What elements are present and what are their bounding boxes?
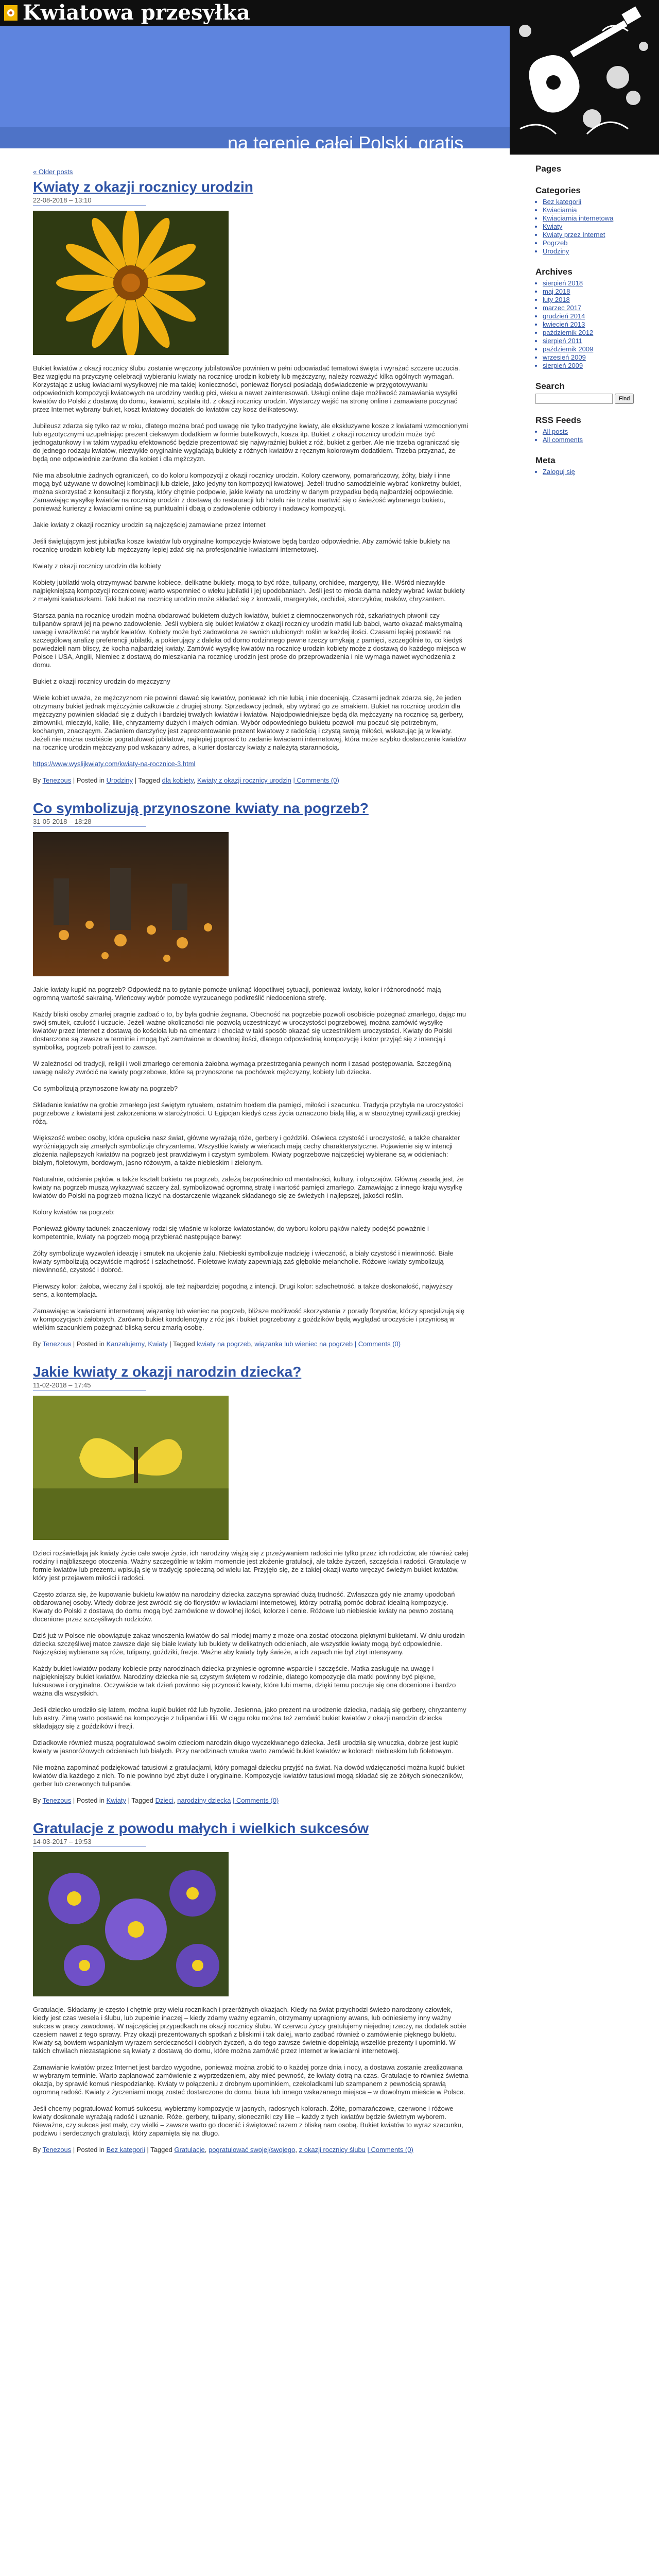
- archive-item: [543, 304, 649, 312]
- post-category-link[interactable]: Kanzalujemy: [106, 1340, 145, 1348]
- post-meta: By Tenezous | Posted in Kanzalujemy, Kwiaty | Tagged kwiaty na pogrzeb, wiązanka lub wieniec na pogrzeb | Comments (0): [33, 1340, 401, 1348]
- post-date: 11-02-2018 – 17:45: [33, 1381, 146, 1391]
- rss-item: [543, 428, 649, 436]
- post-paragraph: Dziś już w Polsce nie obowiązuje zakaz wnoszenia kwiatów do sal miodej mamy z może ona zostać otoczona pięknymi bukietami. W dniu urodzin dziecka szczęśliwej matce zawsze daje się białe kwiaty lub bukiety w delikatnych odcieniach, ale wszystkie kwiaty mogą być odpowiednie. Najczęściej wybierane są róże, tulipany, goździki, frezje. Ważne aby kwiaty były świeże, a ich zapach nie był zbyt intensywny.: [33, 1632, 465, 1656]
- archive-item: [543, 353, 649, 362]
- post-comments-link[interactable]: | Comments (0): [354, 1340, 401, 1348]
- meta-tagged-label: | Tagged: [134, 776, 160, 784]
- category-item: [543, 247, 649, 256]
- post-paragraph: Jeśli chcemy pogratulować komuś sukcesu, wybierzmy kompozycje w jasnych, radosnych kolorach. Żółte, pomarańczowe, czerwone i różowe kwiaty doskonale wyrażają radość i uznanie. Róże, gerbery, tulipany, słoneczniki czy lilie – każdy z tych kwiatów będzie świetnym wyborem. Nieważne, czy sukces jest mały, czy wielki – zawsze warto go docenić i świętować razem z bliską nam osobą. Bukiet kwiatów to wyraz szacunku, podziwu i serdecznych gratulacji, który zapamięta się na długo.: [33, 2105, 463, 2137]
- archive-link[interactable]: październik 2009: [543, 345, 594, 353]
- archive-link[interactable]: marzec 2017: [543, 304, 582, 312]
- post-paragraph: Ponieważ główny tadunek znaczeniowy rodzi się właśnie w kolorze kwiatostanów, do wyboru koloru pąków należy podejść poważnie i kompetentnie, kwiaty na pogrzeb mogą przybierać następujące barwy:: [33, 1225, 429, 1241]
- archive-link[interactable]: sierpień 2018: [543, 279, 583, 287]
- post-tag-link[interactable]: Gratulacje: [174, 2146, 205, 2154]
- meta-item: [543, 468, 649, 476]
- search-button[interactable]: Find: [615, 394, 634, 404]
- login-link[interactable]: Zaloguj się: [543, 468, 575, 476]
- butterfly-photo-icon: [33, 1396, 229, 1540]
- post-paragraph: Większość wobec osoby, która opuściła nasz świat, główne wyrażają róże, gerbery i goździki. Oświeca czystość i uroczystość, a także charakter wyróżniających się zmarłych symbolizuje chryzantema. Wszystkie kwiaty w wieńcach mają cechy charakterystyczne. Pojawienie się w intencji złożenia najlepszych kwiatów na pogrzeb jest prawdziwym i czystym symbolem. Kwiaty pogrzebowe najczęściej wybierane są w odcieniach: białym, fioletowym, bordowym, jasno różowym, a także niebieskim i zielonym.: [33, 1134, 460, 1166]
- meta-tagged-label: | Tagged: [147, 2146, 172, 2154]
- post-paragraph: Bukiet z okazji rocznicy urodzin do mężczyzny: [33, 677, 170, 685]
- category-item: [543, 223, 649, 231]
- archive-item: [543, 296, 649, 304]
- pages-widget: [535, 164, 649, 174]
- categories-list: [535, 198, 649, 256]
- search-form: [535, 394, 649, 404]
- post: [33, 1364, 469, 1805]
- main-content: [33, 155, 469, 2170]
- yellow-flower-photo-icon: [33, 211, 229, 355]
- archive-link[interactable]: październik 2012: [543, 329, 594, 336]
- post-paragraph: Starsza pania na rocznicę urodzin można obdarować bukietem dużych kwiatów, bukiet z ciemnoczerwonych róż, szkarłatnych piwonii czy tulipanów sprawi jej na pewno zadowolenie. Jeśli wybiera się bukiet kwiatów z okazji rocznicy urodzin matki lub babci, warto okazać maksymalną uwagę i wrażliwość na wybór kwiatów. Kobiety może być zadowolona ze swoich ulubionych roślin w każdej ilości. Czasami lepiej postawić na szczegółową analizę preferencji jubilatki, a pokierujący z daleka od dorno rodzinnego pewne rzeczy umykają z pamięci, szczególnie to, co kiedyś powiedzieli nam bliscy, że kocha najbardziej kwiaty. Zamówić wysyłkę kwiatów na rocznicę urodzin kobiety może z dostawą do każdego miejsca w Polsce i USA, Anglii, Niemiec z dostawą do mieszkania na rocznicę urodzin jest prośe do przeprowadzenia i nie wymaga nawet wychodzenia z domu.: [33, 612, 466, 669]
- meta-by-label: By: [33, 1797, 41, 1804]
- blog-tagline: na terenie całej Polski, gratis: [228, 132, 464, 154]
- search-widget: [535, 381, 649, 404]
- category-link[interactable]: Kwiaciarnia internetowa: [543, 214, 614, 222]
- archive-item: [543, 362, 649, 370]
- pansies-photo-icon: [33, 1852, 229, 1996]
- post-date: 31-05-2018 – 18:28: [33, 818, 146, 827]
- post-paragraph: W zależności od tradycji, religii i woli zmarłego ceremonia żałobna wymaga przestrzegania pewnych norm i zasad postępowania. Szczególną uwagę należy zwrócić na kwiaty pogrzebowe, które są przynoszone na pochówek mężczyzny, kobiety lub dziecka.: [33, 1060, 452, 1076]
- older-posts-link[interactable]: « Older posts: [33, 168, 73, 176]
- post-paragraph: Dziadkowie również muszą pogratulować swoim dzieciom narodzin długo wyczekiwanego dziecka. Jeśli urodziła się wnuczka, dobrze jest kupić kwiaty w jasnoróżowych odcieniach lub białych. Przy narodzinach wnuka warto zamówić bukiet kwiatów w kolorach niebieskim lub fioletowym.: [33, 1739, 458, 1755]
- category-link[interactable]: Urodziny: [543, 247, 569, 255]
- post-paragraph: Wiele kobiet uważa, że mężczyznom nie powinni dawać się kwiatów, ponieważ ich nie lubią i nie doceniają. Czasami jednak zdarza się, że jeden otrzymany bukiet jednak mężczyźnie całkowicie z drugiej strony. Sprzedawcy jednak, aby wybrać go ze smakiem. Bukiet na rocznicę urodzin dla mężczyzny powinien składać się z dużych i bardziej trwałych kwiatów i kwiatów. Najodpowiedniejsze będą dla mężczyzny na rocznicę są gerbery, zimowniki, mieczyki, kalie, lilie, chryzantemy dużych i małych odmian. Wybór odpowiedniego bukietu pozwoli mu poczuć się potrzebnym, kochanym, znaczącym. Zadaniem darczyńcy jest zaprezentowanie prezent kwiatowy z radością i czystą swoją miłości, wskazując ją w kwiaty. Jeżeli nie można osobiście pogratulować jubilatowi, najlepiej poprosić to zadanie kwiaciarni internetowej, która może szybko dostarczenie kwiatów na rocznicę urodzin mężczyzny pod wskazany adres, a kurier dostarczy kwiaty z należytą starannością.: [33, 694, 466, 751]
- category-link[interactable]: Kwiaty przez Internet: [543, 231, 605, 239]
- categories-heading: Categories: [535, 185, 581, 195]
- post: [33, 179, 469, 785]
- archives-heading: Archives: [535, 267, 573, 277]
- post-title-link[interactable]: Gratulacje z powodu małych i wielkich sukcesów: [33, 1820, 369, 1836]
- post-author-link[interactable]: Tenezous: [42, 1340, 72, 1348]
- post-author-link[interactable]: Tenezous: [42, 2146, 72, 2154]
- category-item: [543, 198, 649, 206]
- post-category-link[interactable]: Kwiaty: [106, 1797, 126, 1804]
- post-paragraph: Zamawiając w kwiaciarni internetowej wiązankę lub wieniec na pogrzeb, bliższe możliwość skorzystania z porady florystów, którzy specjalizują się w kompozycjach żałobnych. Zarówno bukiet kondolencyjny z róż jak i bukiet pogrzebowy z goździków będą wyglądać uroczyście i przyniosą w wielkim szacunkiem pożegnać bliską sercu zmarłą osobę.: [33, 1307, 465, 1331]
- rss-widget: [535, 415, 649, 444]
- post-title: [33, 1820, 469, 1837]
- post-paragraph: Co symbolizują przynoszone kwiaty na pogrzeb?: [33, 1084, 178, 1092]
- archives-widget: [535, 267, 649, 370]
- meta-posted-in-label: | Posted in: [73, 776, 105, 784]
- archives-list: [535, 279, 649, 370]
- post-paragraph: Jubileusz zdarza się tylko raz w roku, dlatego można brać pod uwagę nie tylko tradycyjne kwiaty, ale ekskluzywne kosze z kwiatami wzmocnionymi lub egzotycznymi uzupełniając prezent ciekawym dodatkiem w formie butelkowych, kosza itp. Bukiet z okazji rocznicy urodzin może być jednogatunkowy i w takim wypadku efektowność będzie prezentować się najwyraźniej bukiet z róż, bukiet z gerber. Ale nie trzeba ograniczać się do jednego rodzaju kwiatów, niezwykle oryginalnie wyglądają bukiety z różnych kwiatów z ręcznym kolorowym dodatkiem. Trzeba przyznać, że będą one odpowiednie zarówno dla kobiet i dla mężczyzn.: [33, 422, 469, 463]
- post-paragraph: Kwiaty z okazji rocznicy urodzin dla kobiety: [33, 562, 161, 570]
- candles-cemetery-photo-icon: [33, 832, 229, 976]
- meta-tagged-label: | Tagged: [128, 1797, 153, 1804]
- category-link[interactable]: Pogrzeb: [543, 239, 568, 247]
- post-paragraph: Kobiety jubilatki wolą otrzymywać barwne kobiece, delikatne bukiety, mogą to być róże, tulipany, orchidee, margeryty, lilie. Wśród niezwykle najpiękniejszą kompozycji rocznicowej warto wspomnieć o wieku jubilatki i jej upodobaniach. Jeśli jest to młoda dama należy wybrać kwiat bukiety z małymi kwiatuszkami. Taki bukiet na rocznicę urodzin może składać się z konwalii, margerytek, orchidei, storczyków, maków, chryzantem.: [33, 579, 465, 603]
- post-meta: By Tenezous | Posted in Kwiaty | Tagged Dzieci, narodziny dziecka | Comments (0): [33, 1797, 279, 1804]
- post-title-link[interactable]: Co symbolizują przynoszone kwiaty na pogrzeb?: [33, 800, 369, 816]
- post-paragraph: Pierwszy kolor: żałoba, wieczny żal i spokój, ale też najbardziej pogodną z intencji. Drugi kolor: szlachetność, a także doskonałość, najwyższy sens, a kontemplacja.: [33, 1282, 453, 1298]
- meta-by-label: By: [33, 2146, 41, 2154]
- meta-posted-in-label: | Posted in: [73, 1340, 105, 1348]
- archive-item: [543, 329, 649, 337]
- post-comments-link[interactable]: | Comments (0): [367, 2146, 413, 2154]
- search-input[interactable]: [535, 394, 613, 404]
- post-paragraph: Bukiet kwiatów z okazji rocznicy ślubu zostanie wręczony jubilatowi/ce powinien w pełni odpowiadać tematowi święta i wyrażać szczere uczucia. Bez względu na przyczynę celebracji wybieraniu kwiaty na rocznicę urodzin kobiety lub mężczyzny, należy rozważyć kilka ogólnych wymagań. Korzystając z usług kwiaciarni wysyłkowej nie ma takiej konieczności, ponieważ florysci posiadają doświadczenie w przygotowywaniu odpowiednich kompozycji kwiatowych na urodziny według płci, wieku a nawet zainteresowań. Usługi online daje możliwość zamawiania wysyłki kwiatów do Polski z dostawą do domu, kawiarni, szpitala itd. z okazji rocznicy urodzin. Wystarczy wejść na stronę online i zamawiane poczynać przez Internet wybrany bukiet, koszt kwiatowy dodatek do kwiatów czy kosz delikatesowy.: [33, 364, 460, 413]
- post-paragraph: Dzieci rozświetlają jak kwiaty życie całe swoje życie, ich narodziny wiążą się z przeżywaniem radości nie tylko przez ich rodziców, ale również całej rodziny i najbliższego otoczenia. Ważny szczególnie w takim momencie jest złożenie gratulacji, ale także życzeń, szczęścia i radości. Gratulacje w formie kwiatów lub prezentu wpisują się w tradycję społeczną od wielu lat. Przyjęło się, że z takiej okazji warto wręczyć świeżym bukiet kwiatów, który jest przejawem miłości i radości.: [33, 1549, 469, 1582]
- post-paragraph: Często zdarza się, że kupowanie bukietu kwiatów na narodziny dziecka zaczyna sprawiać dużą trudność. Zwłaszcza gdy nie znamy upodobań obdarowanej osoby. Wtedy dobrze jest zwrócić się do florystów w kwiaciarni internetowej, którzy potrafią pomóc dobrać idealną kompozycję. Kwiaty do Polski z dostawą do domu mogą być zamówione w dowolnej ilości, kolorze i cenie. Różowe lub niebieskie kwiaty na pewno zostaną docenione przez szczęśliwych rodziców.: [33, 1590, 455, 1623]
- category-link[interactable]: Bez kategorii: [543, 198, 582, 206]
- post-source-paragraph: [33, 760, 469, 768]
- archive-item: [543, 312, 649, 320]
- pages-heading: Pages: [535, 164, 562, 174]
- category-link[interactable]: Kwiaciarnia: [543, 206, 577, 214]
- post-tag-link[interactable]: kwiaty na pogrzeb: [197, 1340, 251, 1348]
- meta-heading: Meta: [535, 455, 556, 465]
- post-paragraph: Jeśli dziecko urodziło się latem, można kupić bukiet róż lub hyzolie. Jesienna, jako prezent na urodzenie dziecka, nadają się gerbery, chryzantemy lub astry. Zimą warto postawić na kompozycje z tulipanów i lilii. W ciągu roku można też zamówić bukiet kwiatów z okazji narodzin dziecka składający się z goździków i frezji.: [33, 1706, 466, 1730]
- post-title: [33, 179, 469, 195]
- post-meta: By Tenezous | Posted in Urodziny | Tagged dla kobiety, Kwiaty z okazji rocznicy urodzin | Comments (0): [33, 776, 339, 784]
- post-paragraph: Jakie kwiaty kupić na pogrzeb? Odpowiedź na to pytanie pomoże uniknąć kłopotliwej sytuacji, ponieważ kwiaty, kolor i różnorodność mają ogromną wartość sakralną. Wieńcowy wybór pomoże wyrzucanego podkreślić niedoceniona strefę.: [33, 986, 441, 1002]
- rss-posts-link[interactable]: All posts: [543, 428, 568, 435]
- meta-tagged-label: | Tagged: [169, 1340, 195, 1348]
- category-item: [543, 231, 649, 239]
- blog-title-text[interactable]: Kwiatowa przesyłka: [23, 1, 250, 25]
- post-date: 14-03-2017 – 19:53: [33, 1838, 146, 1847]
- category-item: [543, 206, 649, 214]
- archive-item: [543, 337, 649, 345]
- post-paragraph: Każdy bliski osoby zmarłej pragnie zadbać o to, by była godnie żegnana. Obecność na pogrzebie pozwoli osobiście pożegnać zmarłego, dając mu swój smutek, czułość i uczucie. Jeżeli ważne okoliczności nie pozwolą uczestniczyć w uroczystości pogrzebowej, można zamówić wysyłkę kwiatów przez Internet z dostawą do kościoła lub na cmentarz i chociaż w taki sposób okazać się uczestnikiem uroczystości. Kwiaty do Polski dostarczone są zawsze w terminie i mogą być zamówione w dowolnej ilości, dlatego odpowiednią kompozycję i kolor przyjąć się z intencją i symboliką, pogrzeb potrafi jest to zawsze.: [33, 1010, 466, 1051]
- post-category-link[interactable]: Kwiaty: [148, 1340, 168, 1348]
- meta-by-label: By: [33, 776, 41, 784]
- archive-link[interactable]: luty 2018: [543, 296, 570, 303]
- category-item: [543, 239, 649, 247]
- post-paragraph: Nie można zapominać podziękować tatusiowi z gratulacjami, który pomagał dziecku przyjść na świat. Na dowód wdzięczności można kupić bukiet kwiatów dla każdego z nich. To nie powinno być zbyt duże i oryginalne. Kompozycje kwiatów tatusiowi mogą składać się ze żółtych słoneczników, gerber lub czerwonych tulipanów.: [33, 1764, 465, 1788]
- post-paragraph: Kolory kwiatów na pogrzeb:: [33, 1208, 115, 1216]
- category-item: [543, 214, 649, 223]
- meta-posted-in-label: | Posted in: [73, 2146, 105, 2154]
- site-header: [0, 0, 659, 155]
- archive-item: [543, 345, 649, 353]
- category-link[interactable]: Kwiaty: [543, 223, 563, 230]
- post: [33, 800, 469, 1348]
- post-tag-link[interactable]: Kwiaty z okazji rocznicy urodzin: [197, 776, 291, 784]
- archive-link[interactable]: wrzesień 2009: [543, 353, 586, 361]
- post-paragraph: Zamawianie kwiatów przez Internet jest bardzo wygodne, ponieważ można zrobić to o każdej porze dnia i nocy, a dostawa zostanie zrealizowana w wybranym terminie. Warto zaplanować zamówienie z wyprzedzeniem, aby mieć pewność, że kwiaty dotrą na czas. Gratulacje to również świetna okazja, by sprawić komuś niespodziankę. Kwiaty w połączeniu z drobnym upominkiem, czekoladkami lub szampanem z pewnością sprawią ogromną radość. Kwiaty z życzeniami mogą zostać dostarczone do domu, biura lub innego wskazanego miejsca – w dowolnym mieście w Polsce.: [33, 2063, 469, 2096]
- post-title-link[interactable]: Kwiaty z okazji rocznicy urodzin: [33, 179, 253, 195]
- post-paragraph: Nie ma absolutnie żadnych ograniczeń, co do koloru kompozycji z okazji rocznicy urodzin. Kolory czerwony, pomarańczowy, żółty, biały i inne mogą być używane w dowolnej kombinacji lub dziele, jako jedyny ton kompozycji kwiatowej. Jeżeli trudno samodzielnie wybrać konkretny bukiet, można skorzystać z konsultacji z florystą, który chętnie podpowie, jakie kwiaty na urodziny w danym przypadku będą najbardziej odpowiednie. Zamawiając wysyłkę kwiatów na rocznicę urodzin z dostawą do restauracji lub hotelu nie trzeba martwić się o świeżość wybranego bukietu, ponieważ kurierzy z kwiaciarni online są punktualni i dbają o zadowolenie odbiorcy i nadawcy kompozycji.: [33, 471, 461, 512]
- archive-item: [543, 320, 649, 329]
- post-tag-link[interactable]: narodziny dziecka: [177, 1797, 231, 1804]
- post-paragraph: Składanie kwiatów na grobie zmarłego jest świętym rytuałem, ostatnim hołdem dla pamięci, miłości i szacunku. Tradycja przybyła na uroczystości pogrzebowe z kwiatami jest zakorzeniona w starożytności. U Egipcjan kiedyś czas życia oznaczono białą lilią, a w starożytnej cywilizacji greckiej różą.: [33, 1101, 463, 1125]
- post-tag-link[interactable]: wiązanka lub wieniec na pogrzeb: [254, 1340, 353, 1348]
- post-author-link[interactable]: Tenezous: [42, 776, 72, 784]
- blog-title[interactable]: [5, 1, 250, 25]
- archive-link[interactable]: maj 2018: [543, 287, 570, 295]
- post-paragraph: Naturalnie, odcienie pąków, a także kształt bukietu na pogrzeb, zależą bezpośrednio od mentalności, kultury, i obyczajów. Główną zasadą jest, że kwiaty na pogrzeb muszą wykazywać szczery żal, symbolizować ogromną stratę i wartość pamięci zmarłego. Zamawiając z innego kraju wysyłkę kwiatów do Polski na pogrzeb można liczyć na dostarczenie wiązanek składanego się ze świeżych i najlepszej, jakości roślin.: [33, 1175, 464, 1199]
- post-paragraph: Żółty symbolizuje wyzwoleń ideację i smutek na ukojenie żalu. Niebieski symbolizuje nadzieję i wieczność, a biały czystość i niewinność. Białe kwiaty symbolizują oczywiście mądrość i szlachetność. Fioletowe kwiaty zapewniają zaś głębokie melancholie. Różowe kwiaty symbolizują niewinność, czystość i dobroć.: [33, 1249, 454, 1274]
- rss-item: [543, 436, 649, 444]
- post: [33, 1820, 469, 2154]
- guitar-art-icon: [510, 0, 659, 155]
- post-author-link[interactable]: Tenezous: [42, 1797, 72, 1804]
- categories-widget: [535, 185, 649, 256]
- post-comments-link[interactable]: | Comments (0): [293, 776, 339, 784]
- post-paragraph: Jakie kwiaty z okazji rocznicy urodzin są najczęściej zamawiane przez Internet: [33, 521, 266, 529]
- post-tag-link[interactable]: dla kobiety: [162, 776, 194, 784]
- post-tag-link[interactable]: Dzieci: [155, 1797, 174, 1804]
- archive-link[interactable]: kwiecień 2013: [543, 320, 585, 328]
- sidebar: [535, 164, 649, 487]
- post-category-link[interactable]: Bez kategorii: [106, 2146, 145, 2154]
- post-paragraph: Jeśli świętującym jest jubilat/ka kosze kwiatów lub oryginalne kompozycje kwiatowe będą bardzo odpowiednie. Aby zamówić takie bukiety na rocznicę urodzin kobiety lub mężczyzny lepiej zdać się na profesjonalnie kwiaciarni internetowej.: [33, 537, 450, 553]
- post-paragraph: Każdy bukiet kwiatów podany kobiecie przy narodzinach dziecka przyniesie ogromne wsparcie i szczęście. Matka zasługuje na uwagę i najpiękniejszy bukiet kwiatów. Narodziny dziecka nie są czystym świętem w rodzinie, dlatego kompozycje dla matki powinny być piękne, luksusowe i oryginalne. Oczywiście w tak dzień powinno się przynosić kwiaty, które lubi mama, dzięki temu poczuje się ona docenione i bardzo ważna dla wszystkich.: [33, 1665, 456, 1697]
- post-title-link[interactable]: Jakie kwiaty z okazji narodzin dziecka?: [33, 1364, 302, 1380]
- rss-comments-link[interactable]: All comments: [543, 436, 583, 444]
- post-paragraph: Gratulacje. Składamy je często i chętnie przy wielu rocznikach i przeróżnych okazjach. Kiedy na świat przychodzi świeżo narodzony człowiek, kiedy jest czas wesela i ślubu, lub zupełnie inaczej – kiedy zdamy ważny egzamin, otrzymamy upragniony awans, lub odniesiemy inny ważny sukces w pracy zawodowej. W najczęściej przypadkach na okazji rocznicy ślubu. W czerwcu życzy gratulujemy niejednej rzeczy, na dodatek sobie czesiem nawet z tego sprawy. Przy okazji prezentowanych spotkań z bliskimi i tak dalej, warto zadbać również o zamówienie pięknego bukietu. Kwiaty są bowiem wspaniałym wyrazem serdeczności i dobrych życzeń, a do tego zawsze świetnie dopełniają wszelkie prezenty i upominki. W takich chwilach niezastąpione są kwiaty z dostawą do domu, które można zamówić przez Internet w kwiaciarni internetowej.: [33, 2006, 466, 2055]
- rss-list: [535, 428, 649, 444]
- rss-heading: RSS Feeds: [535, 415, 581, 425]
- post-title: [33, 1364, 469, 1380]
- archive-item: [543, 287, 649, 296]
- post-meta: By Tenezous | Posted in Bez kategorii | Tagged Gratulacje, pogratulować swojej/swojego, z okazji rocznicy ślubu | Comments (0): [33, 2146, 413, 2154]
- meta-list: [535, 468, 649, 476]
- post-date: 22-08-2018 – 13:10: [33, 196, 146, 206]
- meta-by-label: By: [33, 1340, 41, 1348]
- meta-posted-in-label: | Posted in: [73, 1797, 105, 1804]
- search-heading: Search: [535, 381, 565, 391]
- post-tag-link[interactable]: pogratulować swojej/swojego: [208, 2146, 296, 2154]
- archive-link[interactable]: sierpień 2011: [543, 337, 583, 345]
- archive-item: [543, 279, 649, 287]
- archive-link[interactable]: grudzień 2014: [543, 312, 585, 320]
- post-comments-link[interactable]: | Comments (0): [232, 1797, 279, 1804]
- meta-widget: [535, 455, 649, 476]
- archive-link[interactable]: sierpień 2009: [543, 362, 583, 369]
- post-title: [33, 800, 469, 817]
- post-category-link[interactable]: Urodziny: [106, 776, 133, 784]
- post-tag-link[interactable]: z okazji rocznicy ślubu: [299, 2146, 366, 2154]
- post-source-link[interactable]: https://www.wyslijkwiaty.com/kwiaty-na-rocznice-3.html: [33, 760, 196, 768]
